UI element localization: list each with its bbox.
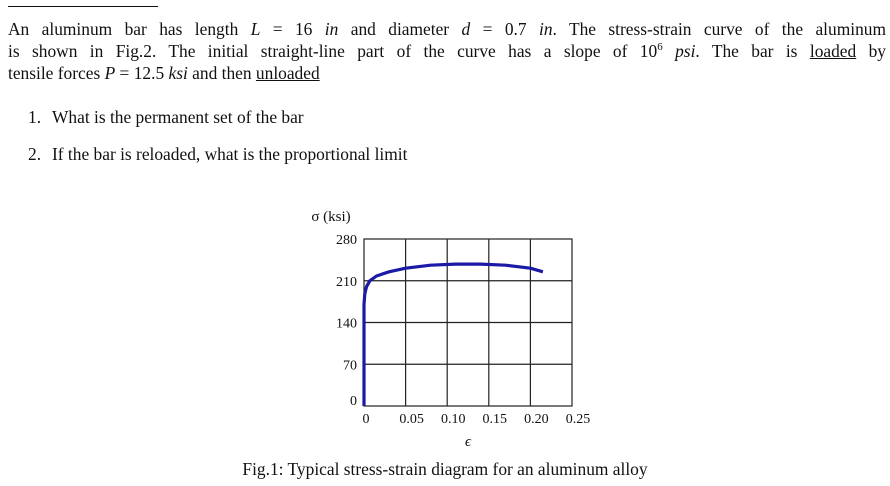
- x-axis-label: ϵ: [464, 434, 472, 450]
- question-text: If the bar is reloaded, what is the proportional limit: [52, 144, 408, 164]
- text-segment: by: [856, 41, 887, 61]
- text-segment: = 16: [260, 19, 325, 39]
- exponent: 6: [657, 41, 663, 54]
- text-segment: and then: [187, 63, 256, 83]
- x-tick-label: 0.25: [565, 412, 591, 427]
- stress-strain-curve: [364, 264, 543, 406]
- x-tick-label: 0.05: [399, 412, 424, 427]
- underlined-unloaded: unloaded: [255, 63, 320, 83]
- question-text: What is the permanent set of the bar: [52, 107, 304, 127]
- text-segment: = 0.7: [470, 19, 539, 39]
- var-diameter: d: [461, 19, 471, 39]
- text-segment: . The bar is: [695, 41, 810, 61]
- figure-caption: Fig.1: Typical stress-strain diagram for an aluminum alloy: [242, 459, 648, 479]
- text-segment: = 12.5: [115, 63, 169, 83]
- var-length: L: [250, 19, 261, 39]
- unit-psi: psi: [675, 41, 696, 61]
- y-tick-label: 280: [336, 233, 357, 248]
- text-segment: . The stress-strain curve of the aluminum: [552, 19, 886, 39]
- unit-ksi: ksi: [168, 63, 188, 83]
- text-segment: An aluminum bar has length: [8, 19, 251, 39]
- x-tick-label: 0.20: [524, 412, 549, 427]
- y-tick-label: 210: [336, 274, 357, 290]
- question-number: 2.: [28, 144, 42, 164]
- y-axis-label: σ (ksi): [311, 209, 351, 225]
- underlined-loaded: loaded: [809, 41, 857, 61]
- var-force: P: [104, 63, 116, 83]
- x-tick-label: 0.15: [482, 412, 508, 427]
- x-tick-label: 0: [362, 412, 370, 427]
- text-segment: tensile forces: [8, 63, 105, 83]
- x-tick-label: 0.10: [440, 412, 466, 427]
- text-segment: and diameter: [338, 19, 462, 39]
- y-tick-label: 0: [350, 394, 357, 409]
- y-tick-label: 70: [343, 358, 357, 374]
- y-tick-label: 140: [336, 316, 357, 332]
- unit-in: in: [538, 19, 553, 39]
- question-number: 1.: [28, 107, 42, 127]
- text-segment: is shown in Fig.2. The initial straight-line part of the curve has a slope of 10: [8, 41, 658, 61]
- unit-in: in: [324, 19, 339, 39]
